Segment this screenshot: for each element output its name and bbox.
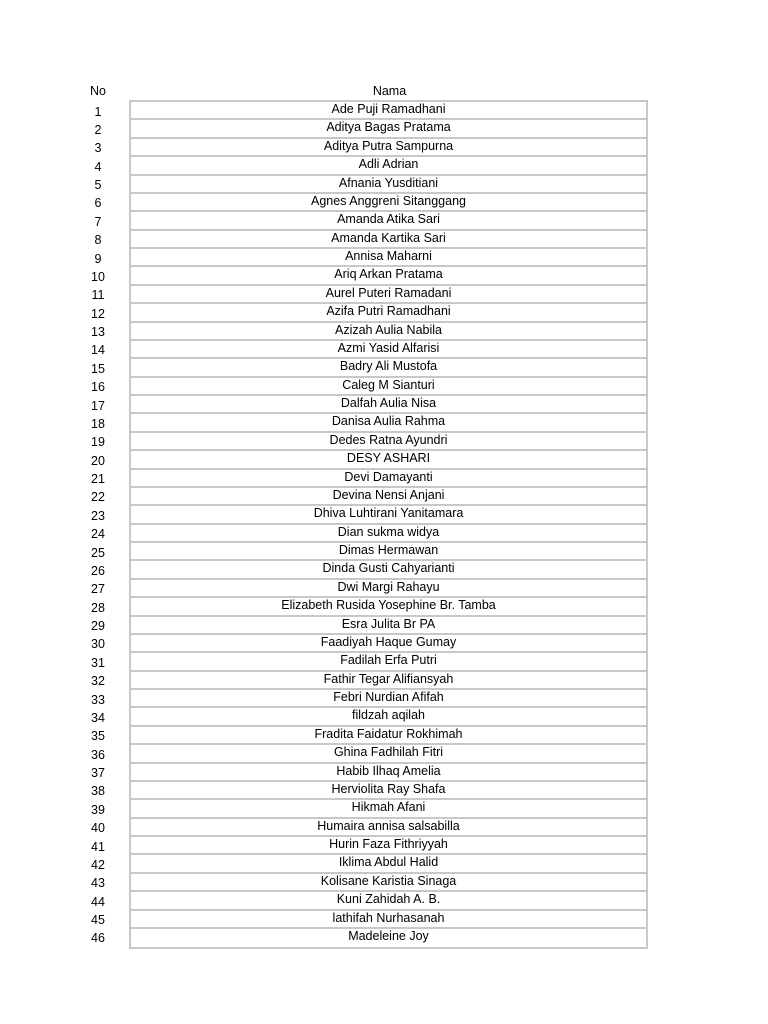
row-number: 38 (91, 784, 105, 799)
row-number: 3 (94, 141, 102, 156)
row-number: 15 (91, 361, 105, 376)
name-cell: Danisa Aulia Rahma (131, 414, 646, 432)
row-number: 28 (91, 600, 105, 615)
column-header-nama: Nama (372, 84, 407, 98)
row-number: 42 (91, 857, 105, 872)
name-cell: Febri Nurdian Afifah (131, 690, 646, 708)
row-number: 33 (91, 692, 105, 707)
name-cell: Ghina Fadhilah Fitri (131, 745, 646, 763)
row-number: 16 (91, 380, 105, 395)
row-number: 13 (91, 325, 105, 339)
name-cell: Ade Puji Ramadhani (131, 102, 646, 120)
name-cell: Elizabeth Rusida Yosephine Br. Tamba (131, 598, 646, 616)
name-cell: Kolisane Karistia Sinaga (131, 874, 646, 892)
name-cell: Fadilah Erfa Putri (131, 653, 646, 671)
row-number: 27 (91, 582, 105, 597)
name-cell: Dian sukma widya (131, 525, 646, 543)
name-cell: Dhiva Luhtirani Yanitamara (131, 506, 646, 524)
row-number: 11 (91, 288, 105, 303)
name-cell: Aurel Puteri Ramadani (131, 286, 646, 304)
row-number: 29 (91, 619, 105, 633)
name-cell: Fradita Faidatur Rokhimah (131, 727, 646, 745)
row-number: 6 (94, 196, 102, 211)
name-cell: Aditya Putra Sampurna (131, 139, 646, 157)
row-number: 20 (91, 453, 105, 468)
row-number: 14 (91, 343, 105, 358)
name-cell: Kuni Zahidah A. B. (131, 892, 646, 910)
row-number: 23 (91, 508, 105, 523)
name-cell: Amanda Atika Sari (131, 212, 646, 230)
row-number: 24 (91, 527, 105, 542)
row-number: 19 (91, 435, 105, 450)
row-number: 2 (94, 122, 102, 137)
name-cell: Ariq Arkan Pratama (131, 267, 646, 285)
row-number: 9 (94, 251, 102, 266)
name-cell: Caleg M Sianturi (131, 378, 646, 396)
name-cell: Azizah Aulia Nabila (131, 323, 646, 341)
name-cell: Badry Ali Mustofa (131, 359, 646, 377)
row-number: 34 (91, 710, 105, 725)
row-number: 8 (94, 233, 102, 248)
name-cell: Dimas Hermawan (131, 543, 646, 561)
name-cell: Hurin Faza Fithriyyah (131, 837, 646, 855)
row-number: 30 (91, 637, 105, 652)
row-number: 43 (91, 876, 105, 891)
name-cell: Herviolita Ray Shafa (131, 782, 646, 800)
name-cell: Devi Damayanti (131, 470, 646, 488)
name-cell: Iklima Abdul Halid (131, 855, 646, 873)
name-cell: Dwi Margi Rahayu (131, 580, 646, 598)
name-cell: Azmi Yasid Alfarisi (131, 341, 646, 359)
name-cell: Humaira annisa salsabilla (131, 819, 646, 837)
name-cell: Hikmah Afani (131, 800, 646, 818)
row-number: 21 (91, 472, 105, 486)
row-number: 4 (94, 159, 102, 174)
row-number: 36 (91, 747, 105, 762)
name-cell: Esra Julita Br PA (131, 617, 646, 635)
name-cell: Dinda Gusti Cahyarianti (131, 561, 646, 579)
name-cell: Fathir Tegar Alifiansyah (131, 672, 646, 690)
row-number: 12 (91, 306, 105, 321)
row-number: 26 (91, 563, 105, 578)
name-cell: Afnania Yusditiani (131, 176, 646, 194)
row-number: 44 (91, 894, 105, 909)
name-cell: Madeleine Joy (348, 928, 429, 943)
name-column-box (129, 100, 648, 949)
row-number: 18 (91, 416, 105, 431)
name-cell: Aditya Bagas Pratama (131, 120, 646, 138)
name-cell: Faadiyah Haque Gumay (131, 635, 646, 653)
row-number: 41 (91, 839, 105, 854)
row-number: 46 (91, 931, 105, 946)
row-number: 17 (91, 398, 105, 413)
row-number: 45 (91, 913, 105, 927)
row-number: 40 (91, 821, 105, 836)
row-number: 25 (91, 545, 105, 560)
name-cell: Annisa Maharni (131, 249, 646, 267)
row-number: 35 (91, 729, 105, 744)
name-cell: Azifa Putri Ramadhani (131, 304, 646, 322)
row-number: 10 (91, 269, 105, 284)
name-cell: Adli Adrian (131, 157, 646, 175)
name-cell: Devina Nensi Anjani (131, 488, 646, 506)
name-cell: lathifah Nurhasanah (131, 911, 646, 929)
row-number: 7 (94, 214, 102, 229)
row-number: 1 (94, 104, 102, 119)
name-cell: Dedes Ratna Ayundri (131, 433, 646, 451)
row-number: 31 (91, 655, 105, 670)
row-number: 39 (91, 802, 105, 817)
row-number: 5 (94, 178, 102, 192)
row-number: 37 (91, 766, 105, 780)
column-header-no: No (90, 84, 106, 98)
name-cell: Dalfah Aulia Nisa (131, 396, 646, 414)
row-number-column (78, 101, 118, 946)
name-cell: Agnes Anggreni Sitanggang (131, 194, 646, 212)
row-number: 32 (91, 674, 105, 689)
name-cell: fildzah aqilah (131, 708, 646, 726)
name-cell: Amanda Kartika Sari (131, 231, 646, 249)
row-number: 22 (91, 490, 105, 505)
name-cell: DESY ASHARI (131, 451, 646, 469)
name-cell: Habib Ilhaq Amelia (131, 764, 646, 782)
